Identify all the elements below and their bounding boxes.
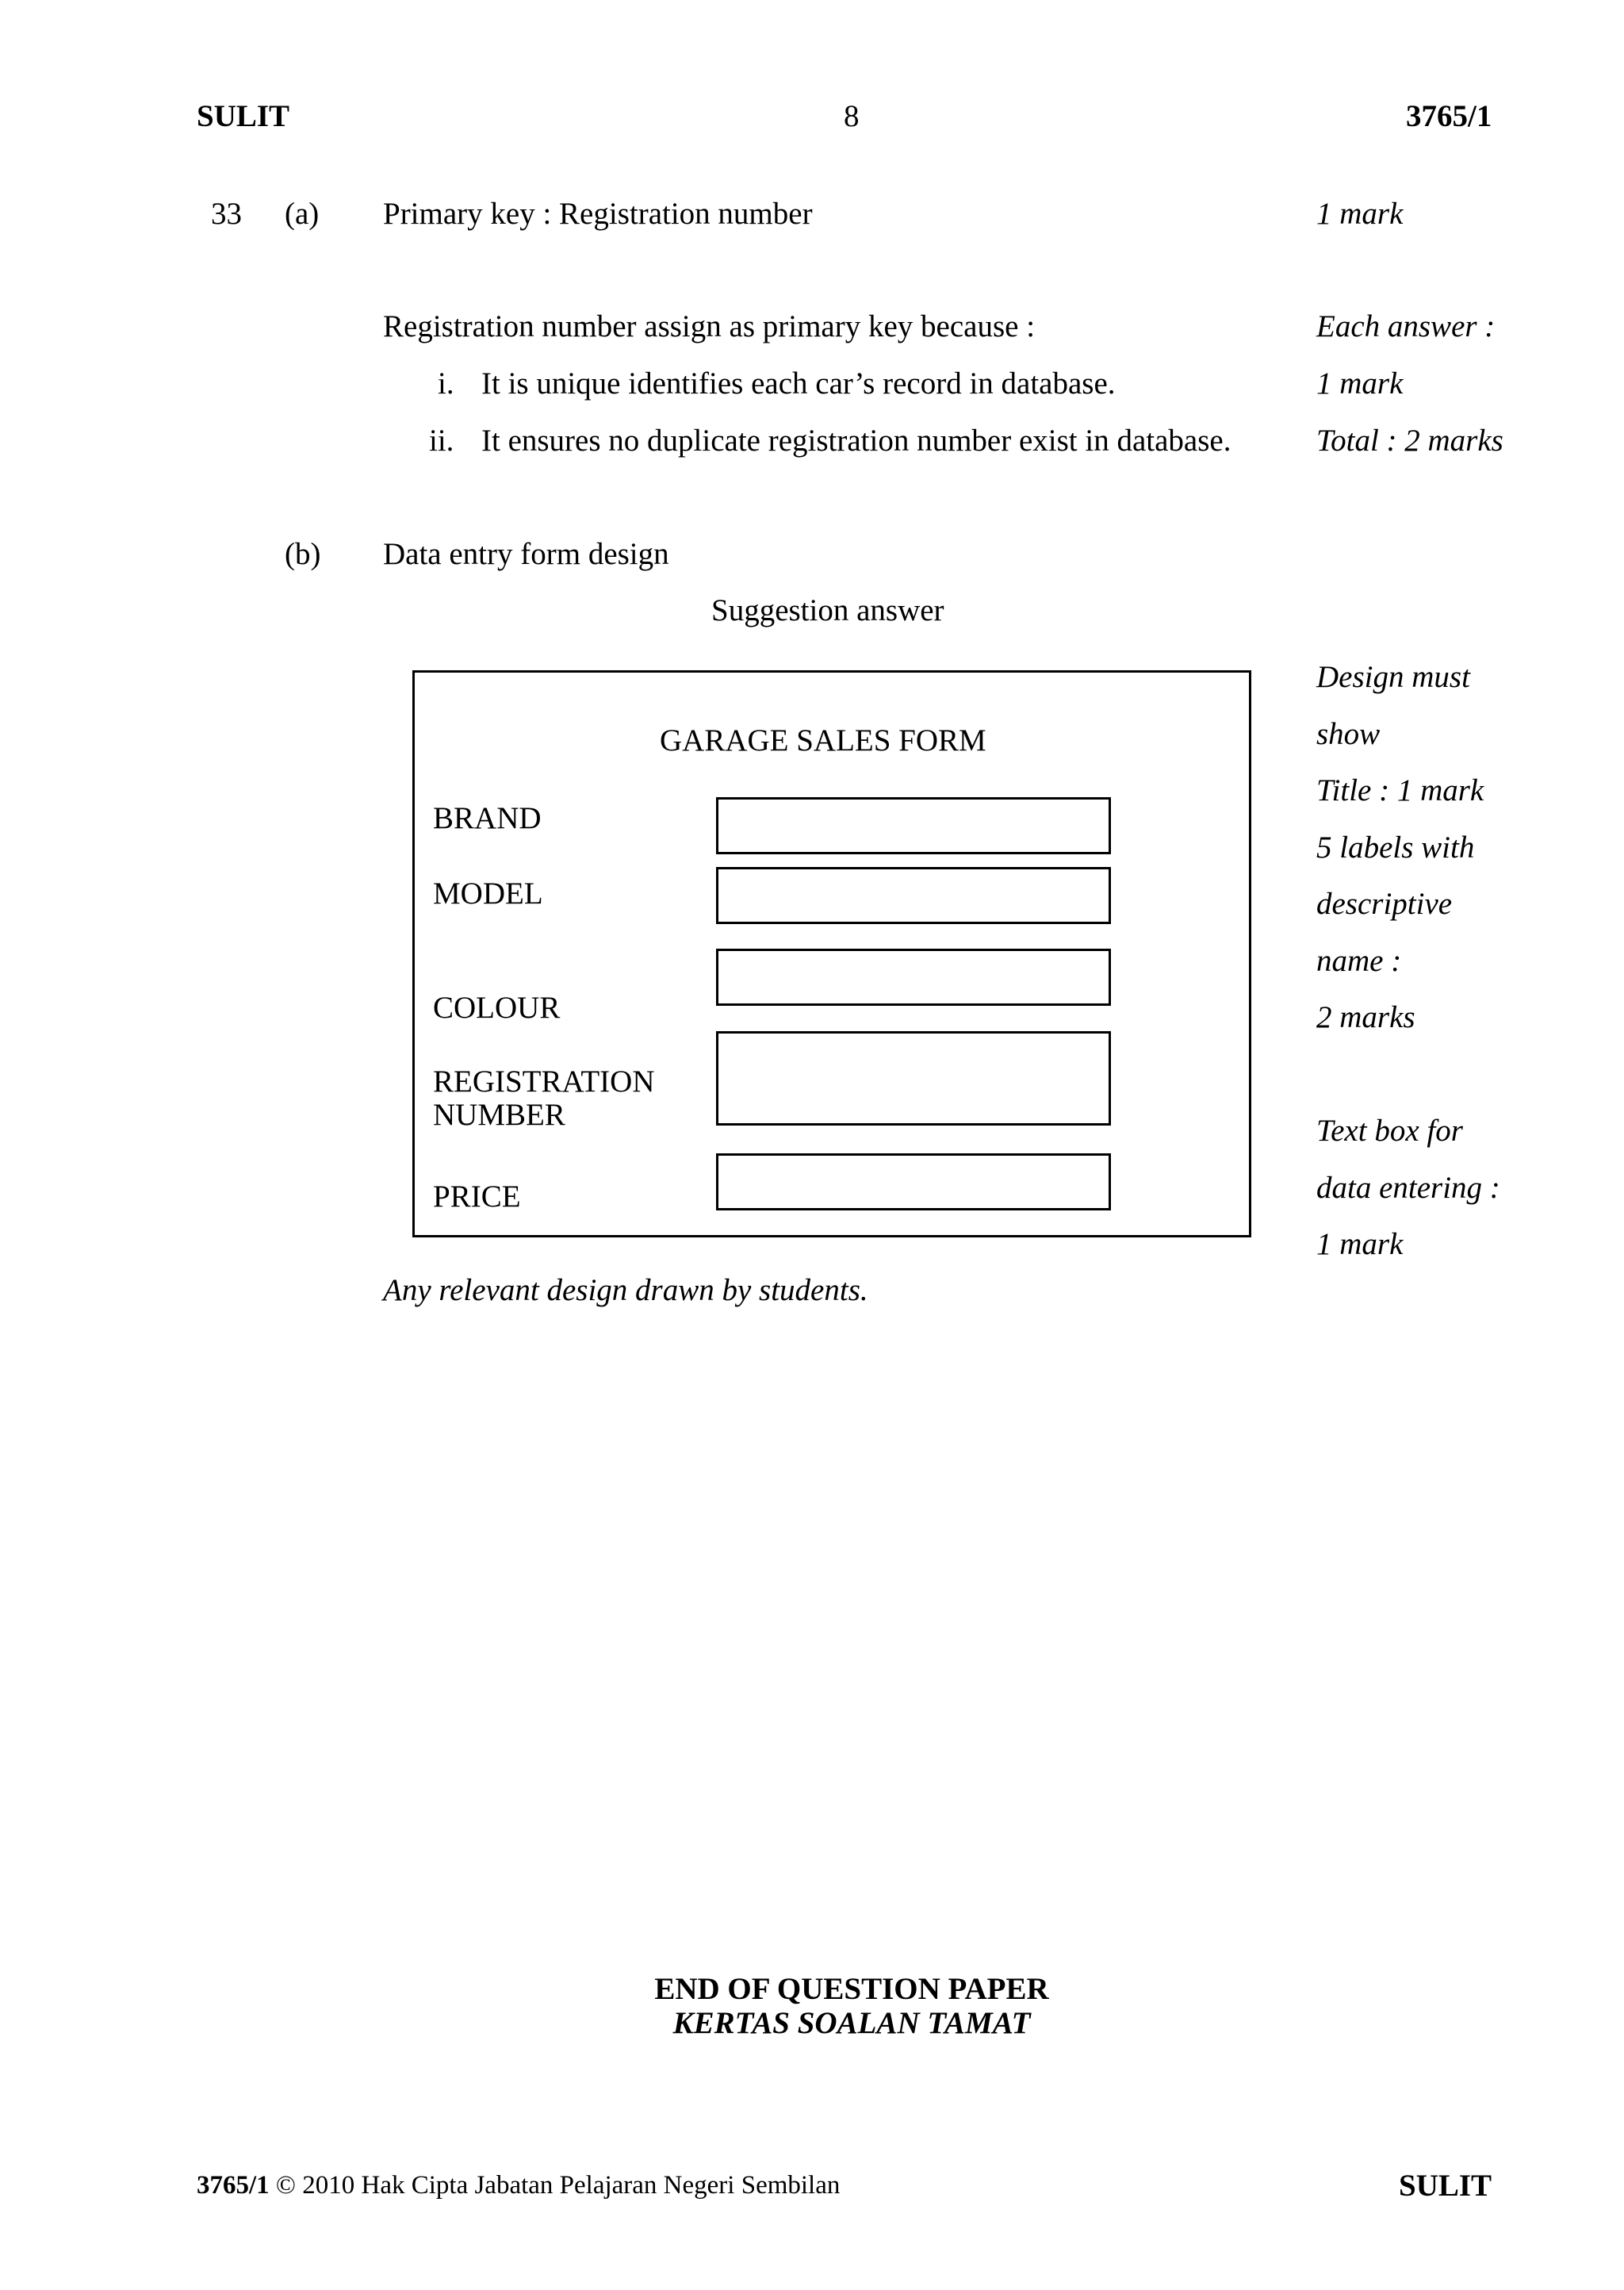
form-label-model: MODEL bbox=[433, 876, 543, 911]
end-of-paper-english: END OF QUESTION PAPER bbox=[654, 1972, 1049, 2006]
marking-line: 5 labels with bbox=[1316, 830, 1475, 865]
form-label-colour: COLOUR bbox=[433, 991, 561, 1025]
part-a-mark: 1 mark bbox=[1316, 197, 1404, 231]
marking-line: 1 mark bbox=[1316, 1227, 1404, 1261]
marking-line: Title : 1 mark bbox=[1316, 773, 1484, 807]
reason-number: ii. bbox=[429, 424, 454, 458]
footer-classification: SULIT bbox=[1399, 2169, 1492, 2203]
form-title: GARAGE SALES FORM bbox=[660, 723, 986, 758]
part-b-task: Data entry form design bbox=[383, 537, 669, 571]
footer-copyright-text: © 2010 Hak Cipta Jabatan Pelajaran Negeri Sembilan bbox=[269, 2171, 841, 2200]
form-textbox-brand bbox=[716, 797, 1111, 854]
marking-line: show bbox=[1316, 716, 1381, 751]
question-number: 33 bbox=[211, 197, 242, 231]
reason-intro: Registration number assign as primary key because : bbox=[383, 309, 1036, 343]
marking-line bbox=[1316, 1046, 1500, 1103]
form-textbox-colour bbox=[716, 949, 1111, 1006]
part-b-label: (b) bbox=[285, 537, 321, 571]
reason-text: It ensures no duplicate registration number exist in database. bbox=[481, 424, 1231, 458]
form-textbox-model bbox=[716, 867, 1111, 924]
marking-line: descriptive bbox=[1316, 887, 1453, 921]
form-label-registration-number: REGISTRATION NUMBER bbox=[433, 1064, 655, 1133]
form-textbox-price bbox=[716, 1153, 1111, 1210]
header-classification: SULIT bbox=[197, 99, 290, 133]
marking-line: Text box for bbox=[1316, 1114, 1463, 1148]
design-note: Any relevant design drawn by students. bbox=[383, 1273, 868, 1307]
marking-line: data entering : bbox=[1316, 1170, 1500, 1205]
marking-line: name : bbox=[1316, 943, 1402, 978]
footer-paper-code: 3765/1 bbox=[197, 2171, 270, 2200]
marking-total: Total : 2 marks bbox=[1316, 424, 1503, 458]
marking-line: Design must bbox=[1316, 660, 1470, 694]
reason-number: i. bbox=[438, 366, 454, 401]
marking-line: 2 marks bbox=[1316, 1000, 1415, 1034]
reason-text: It is unique identifies each car’s record in database. bbox=[481, 366, 1116, 401]
form-label-price: PRICE bbox=[433, 1180, 521, 1214]
primary-key-answer: Primary key : Registration number bbox=[383, 197, 813, 231]
footer-copyright bbox=[197, 2171, 840, 2200]
form-textbox-registration-number bbox=[716, 1031, 1111, 1126]
form-label-brand: BRAND bbox=[433, 801, 542, 835]
part-a-label: (a) bbox=[285, 197, 320, 231]
paper-code: 3765/1 bbox=[1406, 99, 1492, 133]
part-b-marking-scheme bbox=[1316, 649, 1500, 1273]
end-of-paper-malay: KERTAS SOALAN TAMAT bbox=[672, 2006, 1031, 2040]
page-number: 8 bbox=[844, 99, 860, 133]
suggestion-heading: Suggestion answer bbox=[711, 593, 944, 627]
marking-each-answer: Each answer : bbox=[1316, 309, 1496, 343]
marking-each-mark: 1 mark bbox=[1316, 366, 1404, 401]
